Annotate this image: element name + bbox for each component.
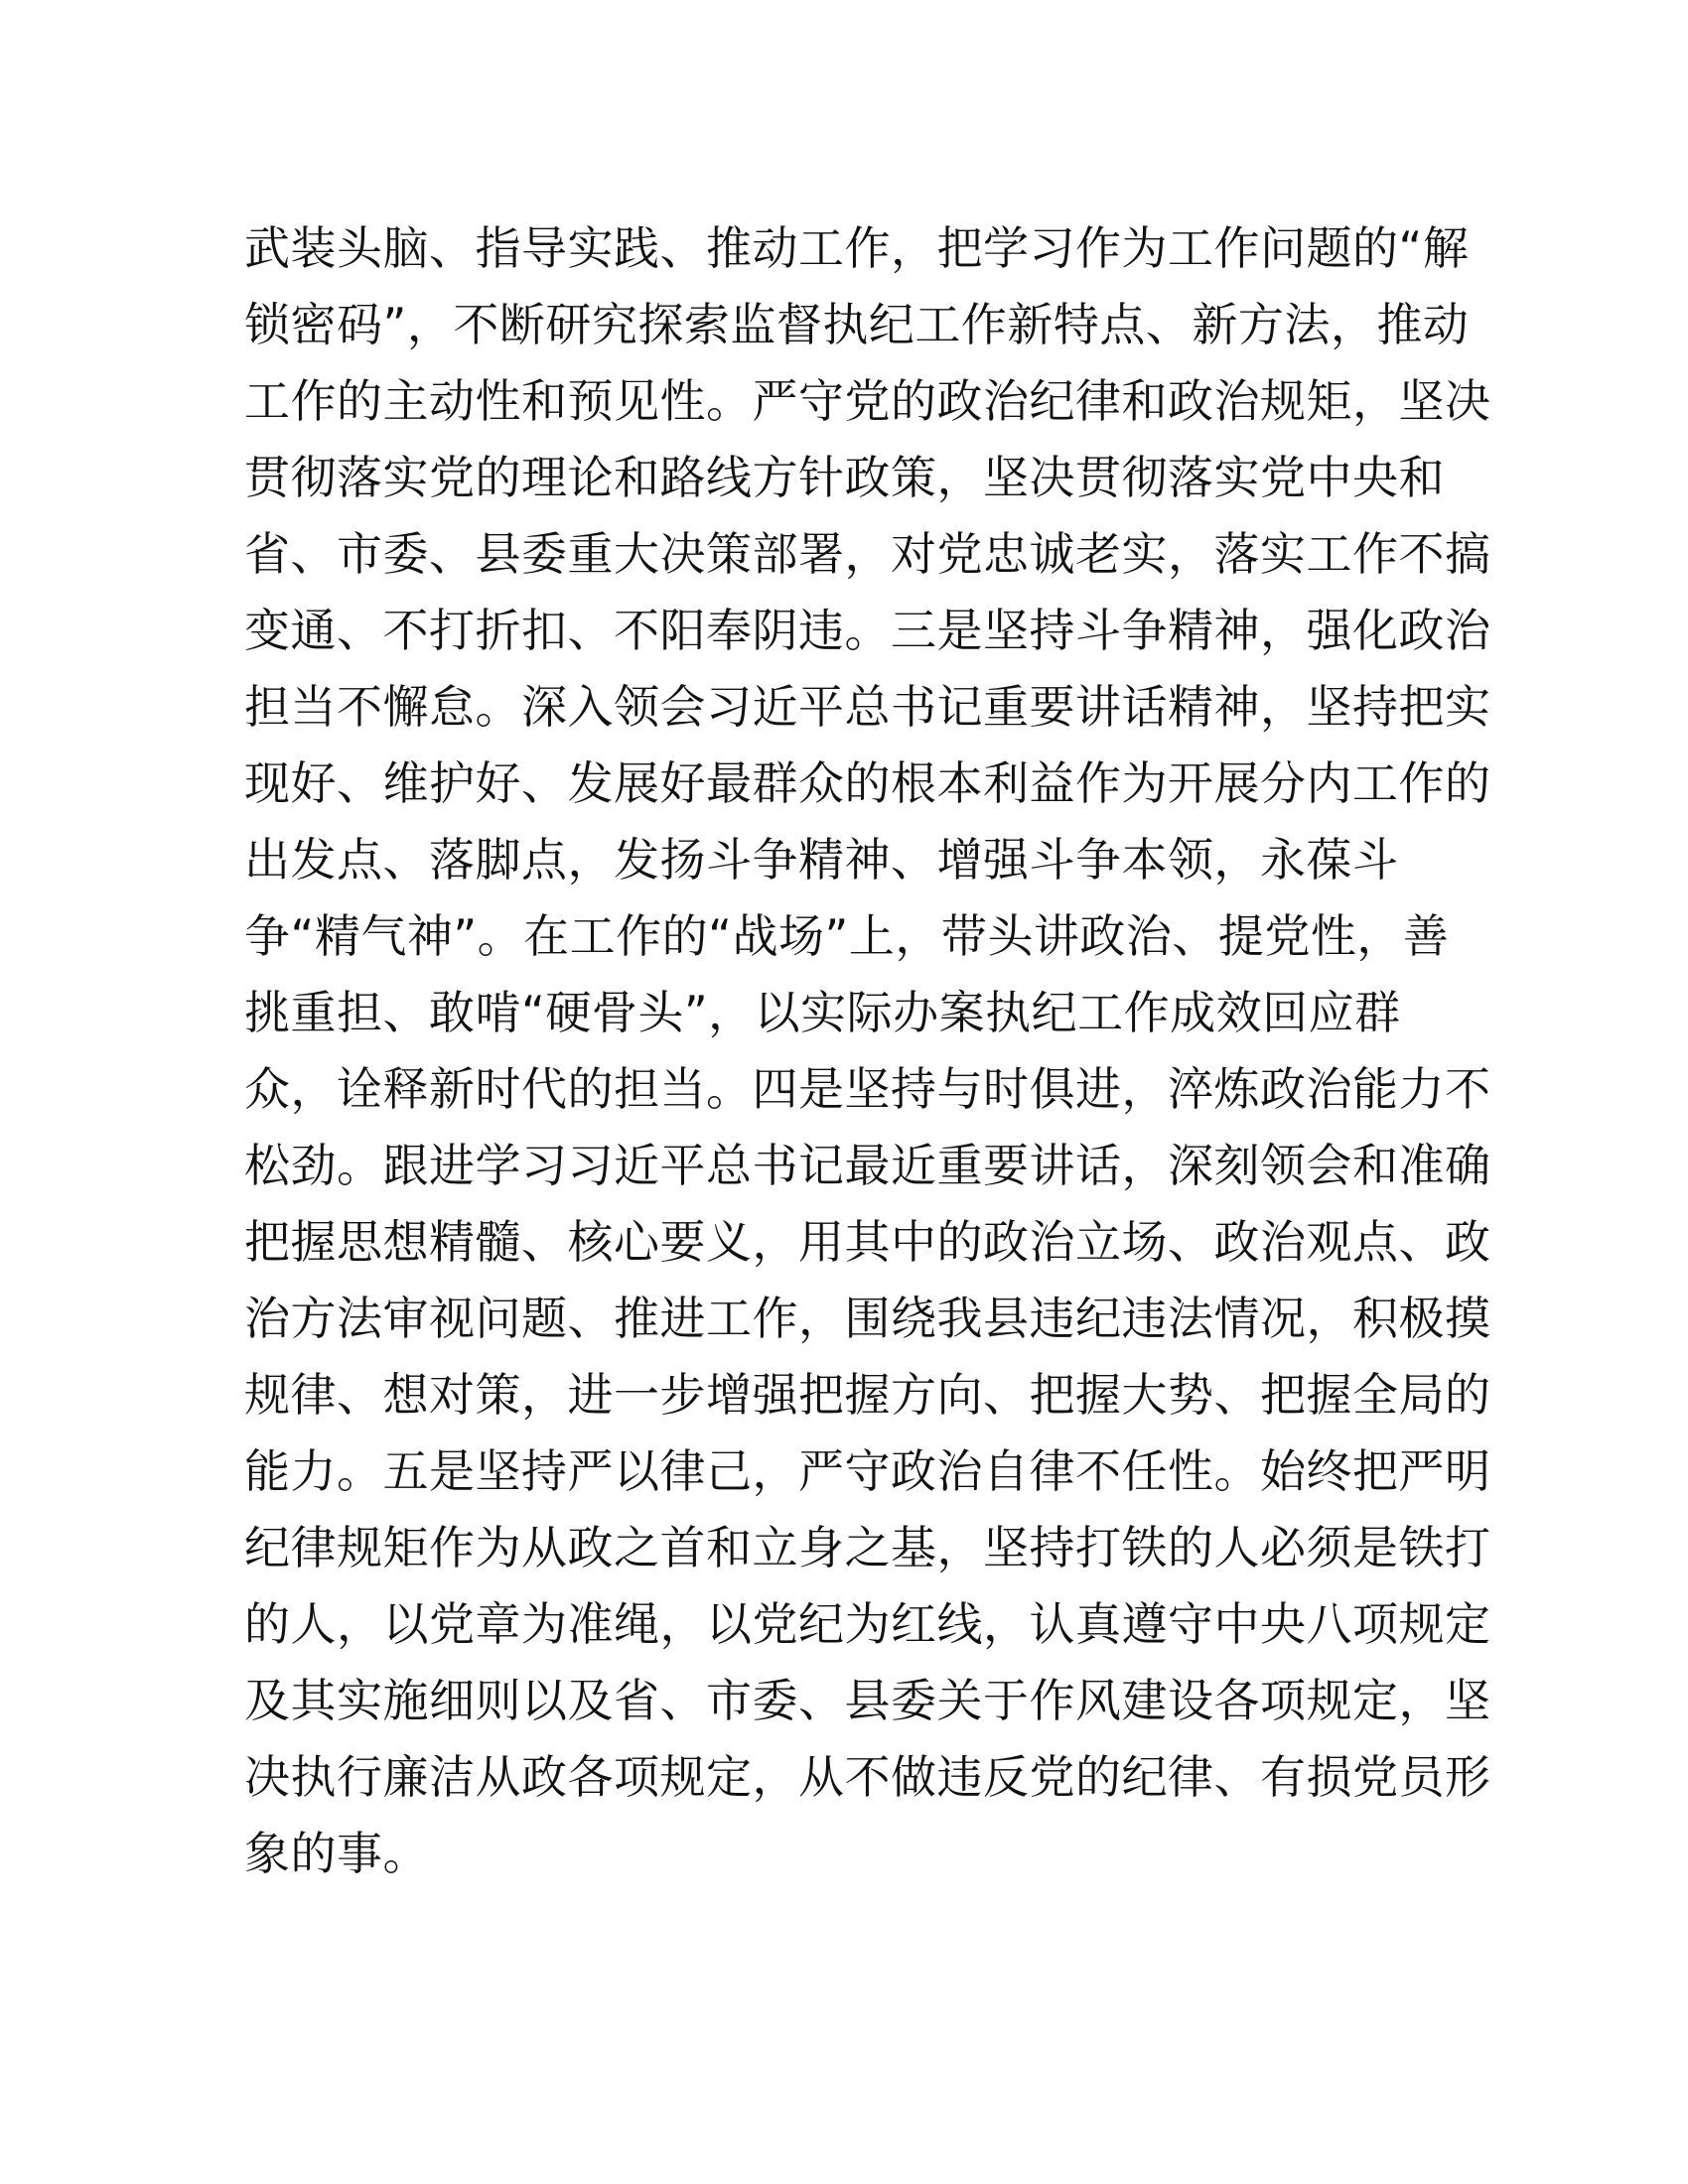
text-line: 贯彻落实党的理论和路线方针政策，坚决贯彻落实党中央和 (244, 451, 1445, 504)
text-line: 松劲。跟进学习习近平总书记最近重要讲话，深刻领会和准确 (244, 1139, 1491, 1192)
text-line: 变通、不打折扣、不阳奉阴违。三是坚持斗争精神，强化政治 (244, 604, 1491, 657)
body-paragraph (244, 210, 1491, 1892)
text-line: 治方法审视问题、推进工作，围绕我县违纪违法情况，积极摸 (244, 1292, 1491, 1345)
text-line: 挑重担、敢啃“硬骨头”，以实际办案执纪工作成效回应群 (244, 986, 1401, 1039)
text-line: 担当不懈怠。深入领会习近平总书记重要讲话精神，坚持把实 (244, 680, 1491, 734)
text-line: 众，诠释新时代的担当。四是坚持与时俱进，淬炼政治能力不 (244, 1062, 1491, 1116)
text-line: 能力。五是坚持严以律己，严守政治自律不任性。始终把严明 (244, 1444, 1491, 1498)
text-line: 出发点、落脚点，发扬斗争精神、增强斗争本领，永葆斗 (244, 833, 1399, 887)
text-line: 把握思想精髓、核心要义，用其中的政治立场、政治观点、政 (244, 1215, 1491, 1269)
text-line: 争“精气神”。在工作的“战场”上，带头讲政治、提党性，善 (244, 909, 1450, 963)
text-line: 武装头脑、指导实践、推动工作，把学习作为工作问题的“解 (244, 221, 1470, 275)
text-line: 纪律规矩作为从政之首和立身之基，坚持打铁的人必须是铁打 (244, 1521, 1491, 1574)
text-line: 省、市委、县委重大决策部署，对党忠诚老实，落实工作不搞 (244, 527, 1491, 581)
text-line: 规律、想对策，进一步增强把握方向、把握大势、把握全局的 (244, 1368, 1491, 1422)
text-line: 现好、维护好、发展好最群众的根本利益作为开展分内工作的 (244, 756, 1491, 810)
text-line: 的人，以党章为准绳，以党纪为红线，认真遵守中央八项规定 (244, 1597, 1491, 1651)
text-line: 决执行廉洁从政各项规定，从不做违反党的纪律、有损党员形 (244, 1750, 1491, 1804)
text-line: 及其实施细则以及省、市委、县委关于作风建设各项规定，坚 (244, 1674, 1491, 1727)
text-line: 象的事。 (244, 1827, 429, 1880)
text-line: 工作的主动性和预见性。严守党的政治纪律和政治规矩，坚决 (244, 374, 1491, 428)
text-line: 锁密码”，不断研究探索监督执纪工作新特点、新方法，推动 (244, 298, 1470, 351)
